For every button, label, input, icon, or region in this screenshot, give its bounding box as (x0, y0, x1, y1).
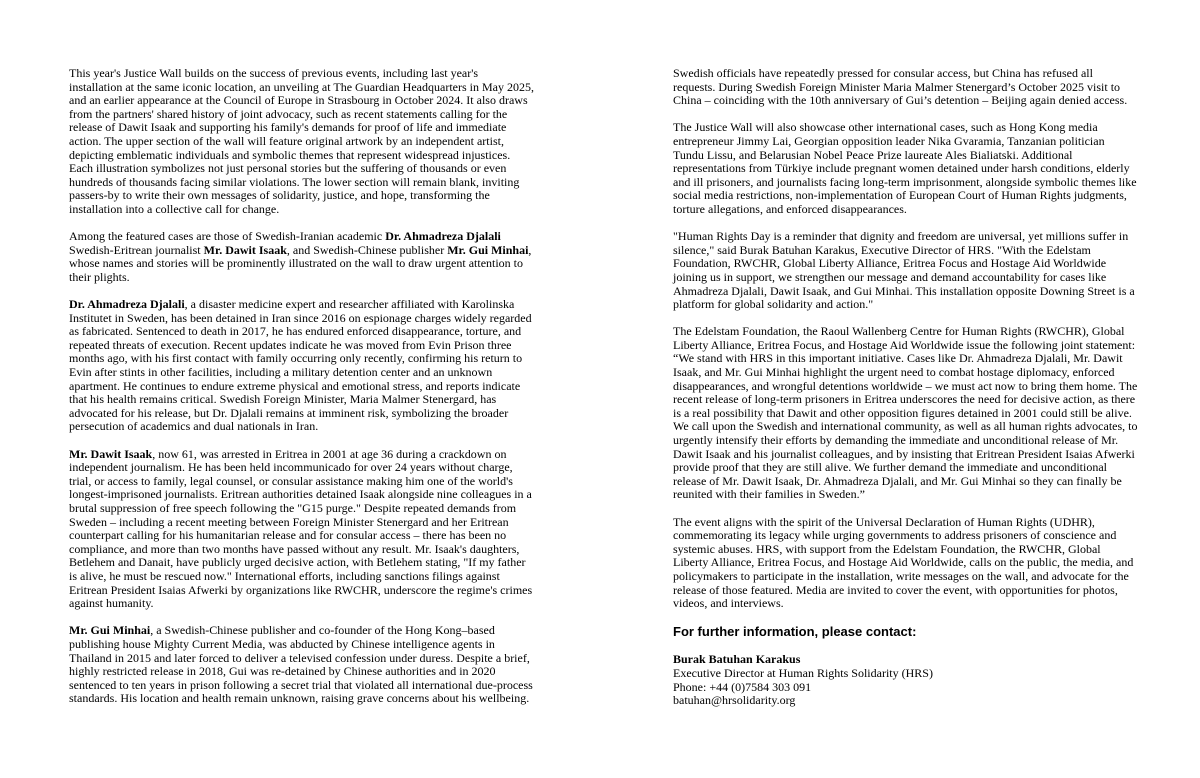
justice-wall-paragraph: This year's Justice Wall builds on the success of previous events, including last year's installation at the same iconic location, an unveiling at The Guardian Headquarters in May 2025, and an earlier appearance at the Council of Europe in Strasbourg in October 2024. It also draws from the partners' shared history of joint advocacy, such as recent statements calling for the release of Dawit Isaak and supporting his family's demands for proof of life and immediate action. The upper section of the wall will feature original artwork by an independent artist, depicting emblematic individuals and symbolic themes that represent widespread injustices. Each illustration symbolizes not just personal stories but the suffering of thousands or even hundreds of thousands facing similar violations. The lower section will remain blank, inviting passers-by to write their own messages of solidarity, justice, and hope, transforming the installation into a collective call for change. (69, 66, 534, 216)
featured-cases-text-2: Swedish-Eritrean journalist (69, 242, 204, 257)
contact-block (673, 653, 1138, 707)
featured-case-isaak: Mr. Dawit Isaak (203, 242, 287, 257)
human-rights-day-quote-paragraph: "Human Rights Day is a reminder that dignity and freedom are universal, yet millions suffer in silence," said Burak Batuhan Karakus, Executive Director of HRS. "With the Edelstam Foundation, RWCHR, Global Liberty Alliance, Eritrea Focus and Hostage Aid Worldwide joining us in support, we strengthen our message and demand accountability for cases like Ahmadreza Djalali, Dawit Isaak, and Gui Minhai. This installation opposite Downing Street is a platform for global solidarity and action." (673, 229, 1135, 312)
featured-cases-text-1: Among the featured cases are those of Swedish-Iranian academic (69, 229, 386, 244)
minhai-paragraph (69, 624, 534, 706)
contact-name: Burak Batuhan Karakus (673, 652, 801, 667)
featured-case-minhai: Mr. Gui Minhai (447, 242, 529, 257)
featured-cases-paragraph (69, 230, 534, 284)
udhr-event-paragraph: The event aligns with the spirit of the Universal Declaration of Human Rights (UDHR), commemorating its legacy while urging governments to address prisoners of conscience and systemic abuses. HRS, with support from the Edelstam Foundation, the RWCHR, Global Liberty Alliance, Eritrea Focus, and Hostage Aid Worldwide, calls on the public, the media, and policymakers to participate in the installation, write messages on the wall, and advocate for the release of those featured. Media are invited to cover the event, with opportunities for photos, videos, and interviews. (673, 514, 1134, 611)
right-column (673, 67, 1138, 708)
minhai-name: Mr. Gui Minhai (69, 623, 151, 638)
consular-access-paragraph: Swedish officials have repeatedly pressed for consular access, but China has refused all requests. During Swedish Foreign Minister Maria Malmer Stenergard’s October 2025 visit to China – coinciding with the 10th anniversary of Gui’s detention – Beijing again denied access. (673, 66, 1128, 108)
contact-email: batuhan@hrsolidarity.org (673, 693, 796, 708)
left-column (69, 67, 534, 706)
joint-statement-paragraph: The Edelstam Foundation, the Raoul Wallenberg Centre for Human Rights (RWCHR), Global Liberty Alliance, Eritrea Focus, and Hostage Aid Worldwide issue the following joint statement: “We stand with HRS in this important initiative. Cases like Dr. Ahmadreza Djalali, Mr. Dawit Isaak, and Mr. Gui Minhai highlight the urgent need to combat hostage diplomacy, enforced disappearances, and wrongful detentions worldwide – we must act now to bring them home. The recent release of long-term prisoners in Eritrea underscores the need for decisive action, as there is a real possibility that Dawit and other opposition figures detained in 2001 could still be alive. We call upon the Swedish and international community, as well as all human rights advocates, to urgently intensify their efforts by demanding the immediate and unconditional release of Mr. Dawit Isaak and his journalist colleagues, and by insisting that Eritrean President Isaias Afwerki provide proof that they are still alive. We further demand the immediate and unconditional release of Mr. Dawit Isaak, Dr. Ahmadreza Djalali, and Mr. Gui Minhai so they can finally be reunited with their families in Sweden.” (673, 324, 1138, 502)
featured-cases-text-4: , whose names and stories will be prominently illustrated on the wall to draw urgent attention to their plights. (69, 242, 532, 284)
minhai-text: , a Swedish-Chinese publisher and co-founder of the Hong Kong–based publishing house Mighty Current Media, was abducted by Chinese intelligence agents in Thailand in 2015 and later forced to deliver a televised confession under duress. Despite a brief, highly restricted release in 2018, Gui was re-detained by Chinese authorities and in 2020 sentenced to ten years in prison following a secret trial that violated all international due-process standards. His location and health remain unknown, raising grave concerns about his wellbeing. (69, 623, 533, 706)
djalali-text: , a disaster medicine expert and researcher affiliated with Karolinska Institutet in Sweden, has been detained in Iran since 2016 on espionage charges widely regarded as fabricated. Sentenced to death in 2017, he has endured enforced disappearance, torture, and repeated threats of execution. Recent updates indicate he was moved from Evin Prison three months ago, with his first contact with family occurring only recently, confirming his return to Evin after stints in other facilities, including a military detention center and an unknown apartment. He continues to endure extreme physical and emotional stress, and reports indicate that his health remains critical. Swedish Foreign Minister, Maria Malmer Stenergard, has advocated for his release, but Dr. Djalali remains at imminent risk, symbolizing the broader persecution of academics and dual nationals in Iran. (69, 297, 532, 434)
djalali-paragraph (69, 298, 534, 434)
featured-cases-text-3: , and Swedish-Chinese publisher (286, 242, 448, 257)
isaak-paragraph (69, 448, 534, 611)
international-cases-paragraph: The Justice Wall will also showcase other international cases, such as Hong Kong media entrepreneur Jimmy Lai, Georgian opposition leader Nika Gvaramia, Tanzanian politician Tundu Lissu, and Belarusian Nobel Peace Prize laureate Ales Bialiatski. Additional representations from Türkiye include pregnant women detained under harsh conditions, elderly and ill prisoners, and journalists facing long-term imprisonment, alongside symbolic themes like social media restrictions, non-implementation of European Court of Human Rights judgments, torture allegations, and enforced disappearances. (673, 120, 1137, 216)
contact-heading: For further information, please contact: (673, 624, 917, 640)
featured-case-djalali: Dr. Ahmadreza Djalali (385, 229, 501, 244)
contact-phone: Phone: +44 (0)7584 303 091 (673, 679, 812, 694)
djalali-name: Dr. Ahmadreza Djalali (69, 297, 185, 312)
contact-title: Executive Director at Human Rights Solidarity (HRS) (673, 665, 933, 680)
isaak-text: , now 61, was arrested in Eritrea in 2001 at age 36 during a crackdown on independent journalism. He has been held incommunicado for over 24 years without charge, trial, or access to family, legal counsel, or consular assistance making him one of the world's longest-imprisoned journalists. Eritrean authorities detained Isaak alongside nine colleagues in a brutal suppression of free speech following the "G15 purge." Despite repeated demands from Sweden – including a recent meeting between Foreign Minister Stenergard and her Eritrean counterpart calling for his humanitarian release and for consular access – there has been no compliance, and more than two months have passed without any result. Mr. Isaak's daughters, Betlehem and Danait, have publicly urged decisive action, with Betlehem stating, "If my father is alive, he must be rescued now." International efforts, including sanctions filings against Eritrean President Isaias Afwerki by organizations like RWCHR, underscore the regime's crimes against humanity. (69, 446, 533, 611)
isaak-name: Mr. Dawit Isaak (69, 446, 153, 461)
